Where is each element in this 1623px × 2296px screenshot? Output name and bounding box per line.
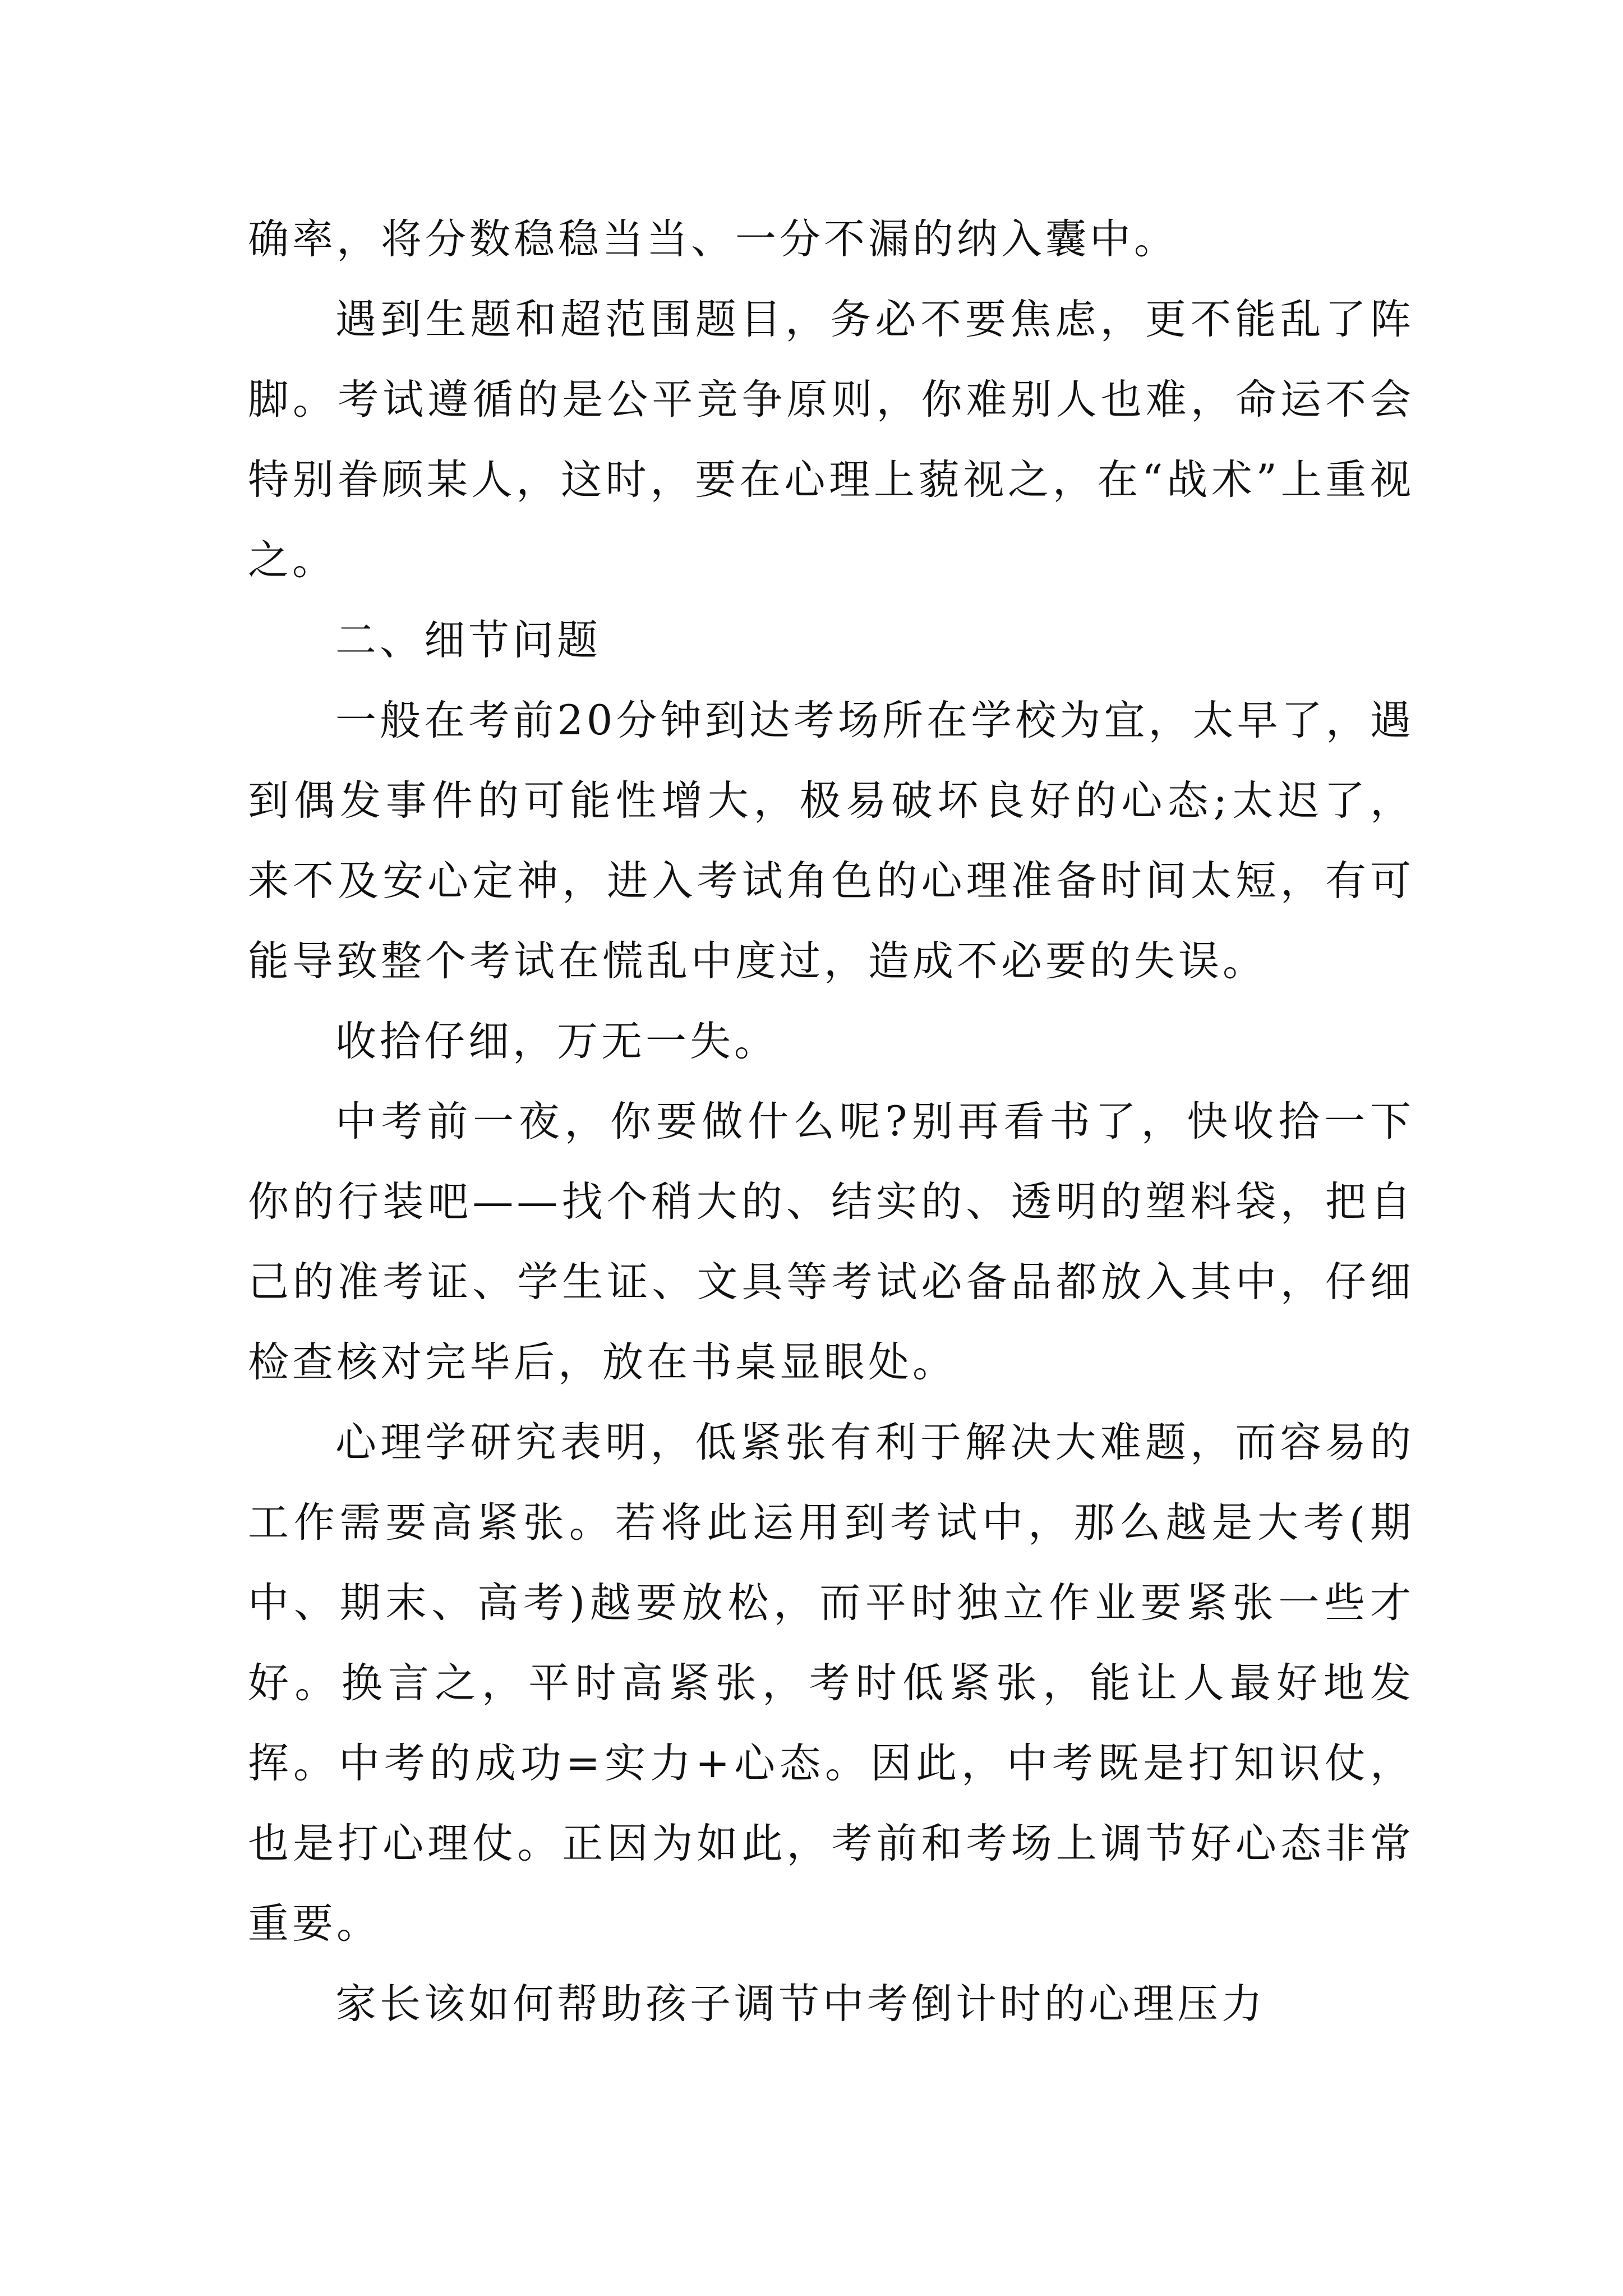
- document-body: [248, 199, 1414, 2044]
- paragraph-parents-help: 家长该如何帮助孩子调节中考倒计时的心理压力: [335, 1980, 1266, 2028]
- paragraph-arrival-time: 一般在考前20分钟到达考场所在学校为宜，太早了，遇到偶发事件的可能性增大，极易破坏良好的心态;太迟了，来不及安心定神，进入考试角色的心理准备时间太短，有可能导致整个考试在慌乱中度过，造成不必要的失误。: [248, 697, 1414, 985]
- paragraph-pack-carefully: 收拾仔细，万无一失。: [335, 1018, 778, 1065]
- paragraph-psychology-research: 心理学研究表明，低紧张有利于解决大难题，而容易的工作需要高紧张。若将此运用到考试中，那么越是大考(期中、期末、高考)越要放松，而平时独立作业要紧张一些才好。换言之，平时高紧张，考时低紧张，能让人最好地发挥。中考的成功=实力+心态。因此，中考既是打知识仗，也是打心理仗。正因为如此，考前和考场上调节好心态非常重要。: [248, 1419, 1414, 1948]
- paragraph-continuation: 确率，将分数稳稳当当、一分不漏的纳入囊中。: [248, 215, 1178, 263]
- paragraph-night-before: 中考前一夜，你要做什么呢?别再看书了，快收拾一下你的行装吧——找个稍大的、结实的、透明的塑料袋，把自己的准考证、学生证、文具等考试必备品都放入其中，仔细检查核对完毕后，放在书桌显眼处。: [248, 1098, 1414, 1386]
- section-heading-details: 二、细节问题: [335, 616, 601, 664]
- paragraph-unfamiliar-questions: 遇到生题和超范围题目，务必不要焦虑，更不能乱了阵脚。考试遵循的是公平竞争原则，你难别人也难，命运不会特别眷顾某人，这时，要在心理上藐视之，在“战术”上重视之。: [248, 296, 1414, 584]
